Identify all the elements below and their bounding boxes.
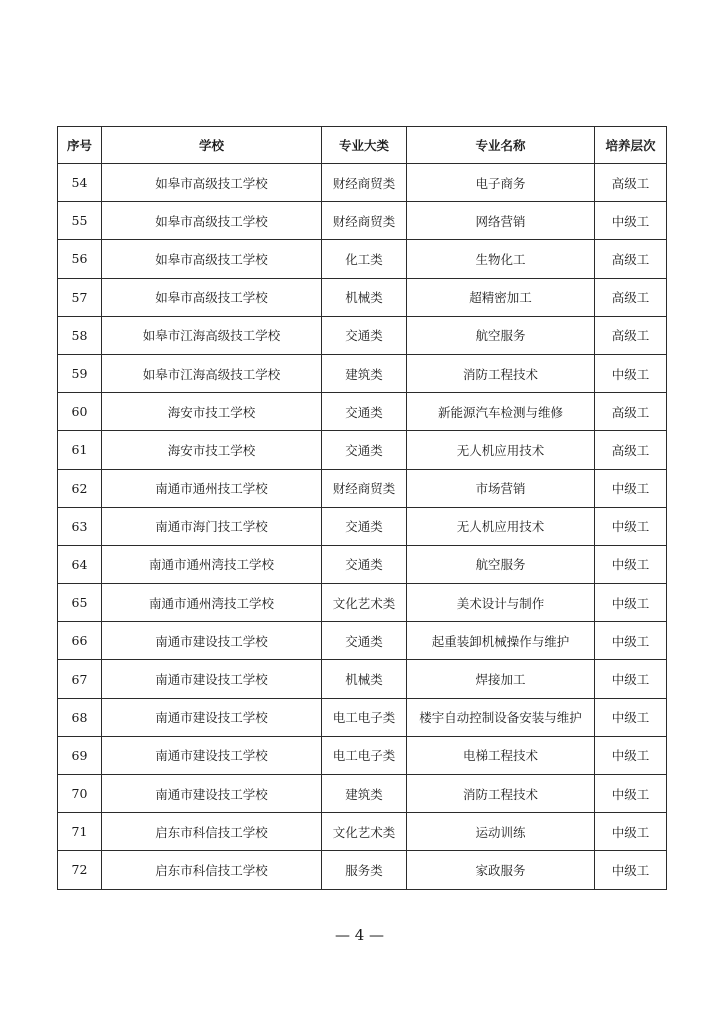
cell-school: 南通市通州湾技工学校 [102, 584, 322, 622]
cell-level: 中级工 [595, 202, 667, 240]
cell-school: 如皋市高级技工学校 [102, 278, 322, 316]
header-school: 学校 [102, 127, 322, 164]
cell-level: 高级工 [595, 431, 667, 469]
cell-level: 高级工 [595, 240, 667, 278]
table-row [58, 278, 667, 316]
table-row [58, 431, 667, 469]
cell-school: 如皋市高级技工学校 [102, 164, 322, 202]
table-row [58, 851, 667, 889]
cell-category: 电工电子类 [322, 736, 407, 774]
cell-level: 中级工 [595, 660, 667, 698]
cell-index: 70 [58, 775, 102, 813]
table-header-row [58, 127, 667, 164]
cell-category: 交通类 [322, 431, 407, 469]
program-table [57, 126, 667, 890]
table-row [58, 354, 667, 392]
cell-level: 中级工 [595, 851, 667, 889]
cell-school: 如皋市高级技工学校 [102, 240, 322, 278]
cell-level: 中级工 [595, 354, 667, 392]
table-row [58, 393, 667, 431]
table-row [58, 622, 667, 660]
cell-category: 交通类 [322, 545, 407, 583]
cell-major: 航空服务 [407, 545, 595, 583]
cell-category: 文化艺术类 [322, 813, 407, 851]
cell-level: 高级工 [595, 393, 667, 431]
cell-level: 中级工 [595, 775, 667, 813]
cell-major: 楼宇自动控制设备安装与维护 [407, 698, 595, 736]
cell-level: 中级工 [595, 698, 667, 736]
cell-index: 62 [58, 469, 102, 507]
cell-category: 服务类 [322, 851, 407, 889]
cell-school: 如皋市江海高级技工学校 [102, 316, 322, 354]
cell-school: 启东市科信技工学校 [102, 851, 322, 889]
cell-major: 美术设计与制作 [407, 584, 595, 622]
cell-index: 56 [58, 240, 102, 278]
cell-major: 市场营销 [407, 469, 595, 507]
cell-major: 生物化工 [407, 240, 595, 278]
cell-index: 69 [58, 736, 102, 774]
cell-level: 中级工 [595, 813, 667, 851]
cell-school: 南通市建设技工学校 [102, 622, 322, 660]
cell-major: 消防工程技术 [407, 354, 595, 392]
cell-index: 60 [58, 393, 102, 431]
cell-level: 中级工 [595, 469, 667, 507]
cell-index: 61 [58, 431, 102, 469]
cell-category: 文化艺术类 [322, 584, 407, 622]
cell-index: 58 [58, 316, 102, 354]
page-number: — 4 — [334, 926, 385, 944]
cell-index: 55 [58, 202, 102, 240]
cell-level: 中级工 [595, 736, 667, 774]
cell-category: 财经商贸类 [322, 202, 407, 240]
table-row [58, 736, 667, 774]
cell-major: 消防工程技术 [407, 775, 595, 813]
cell-level: 中级工 [595, 584, 667, 622]
cell-school: 南通市建设技工学校 [102, 660, 322, 698]
cell-index: 65 [58, 584, 102, 622]
cell-school: 南通市海门技工学校 [102, 507, 322, 545]
cell-index: 59 [58, 354, 102, 392]
cell-major: 运动训练 [407, 813, 595, 851]
cell-category: 电工电子类 [322, 698, 407, 736]
cell-category: 建筑类 [322, 354, 407, 392]
cell-level: 高级工 [595, 164, 667, 202]
cell-school: 如皋市高级技工学校 [102, 202, 322, 240]
table-row [58, 545, 667, 583]
cell-major: 无人机应用技术 [407, 431, 595, 469]
cell-level: 中级工 [595, 545, 667, 583]
cell-category: 财经商贸类 [322, 164, 407, 202]
cell-school: 海安市技工学校 [102, 393, 322, 431]
header-major: 专业名称 [407, 127, 595, 164]
cell-major: 电子商务 [407, 164, 595, 202]
cell-major: 起重装卸机械操作与维护 [407, 622, 595, 660]
cell-category: 机械类 [322, 278, 407, 316]
cell-category: 交通类 [322, 316, 407, 354]
cell-index: 71 [58, 813, 102, 851]
cell-school: 南通市通州技工学校 [102, 469, 322, 507]
cell-major: 焊接加工 [407, 660, 595, 698]
cell-level: 中级工 [595, 507, 667, 545]
cell-level: 中级工 [595, 622, 667, 660]
cell-category: 交通类 [322, 507, 407, 545]
header-category: 专业大类 [322, 127, 407, 164]
cell-category: 交通类 [322, 622, 407, 660]
cell-index: 57 [58, 278, 102, 316]
cell-school: 海安市技工学校 [102, 431, 322, 469]
table-row [58, 813, 667, 851]
cell-index: 72 [58, 851, 102, 889]
table-row [58, 316, 667, 354]
cell-major: 新能源汽车检测与维修 [407, 393, 595, 431]
table-row [58, 660, 667, 698]
cell-index: 68 [58, 698, 102, 736]
cell-major: 无人机应用技术 [407, 507, 595, 545]
cell-category: 建筑类 [322, 775, 407, 813]
table-row [58, 469, 667, 507]
cell-school: 南通市建设技工学校 [102, 698, 322, 736]
cell-level: 高级工 [595, 278, 667, 316]
cell-school: 南通市建设技工学校 [102, 736, 322, 774]
cell-major: 网络营销 [407, 202, 595, 240]
table-row [58, 240, 667, 278]
cell-school: 南通市建设技工学校 [102, 775, 322, 813]
cell-index: 63 [58, 507, 102, 545]
header-level: 培养层次 [595, 127, 667, 164]
cell-major: 电梯工程技术 [407, 736, 595, 774]
cell-major: 航空服务 [407, 316, 595, 354]
cell-school: 如皋市江海高级技工学校 [102, 354, 322, 392]
table-row [58, 698, 667, 736]
cell-major: 家政服务 [407, 851, 595, 889]
cell-school: 启东市科信技工学校 [102, 813, 322, 851]
cell-school: 南通市通州湾技工学校 [102, 545, 322, 583]
table-row [58, 775, 667, 813]
cell-level: 高级工 [595, 316, 667, 354]
table-row [58, 164, 667, 202]
cell-category: 机械类 [322, 660, 407, 698]
cell-category: 财经商贸类 [322, 469, 407, 507]
table-row [58, 584, 667, 622]
cell-category: 化工类 [322, 240, 407, 278]
table-row [58, 507, 667, 545]
cell-index: 54 [58, 164, 102, 202]
cell-category: 交通类 [322, 393, 407, 431]
cell-index: 66 [58, 622, 102, 660]
cell-index: 64 [58, 545, 102, 583]
table-row [58, 202, 667, 240]
cell-major: 超精密加工 [407, 278, 595, 316]
cell-index: 67 [58, 660, 102, 698]
header-index: 序号 [58, 127, 102, 164]
